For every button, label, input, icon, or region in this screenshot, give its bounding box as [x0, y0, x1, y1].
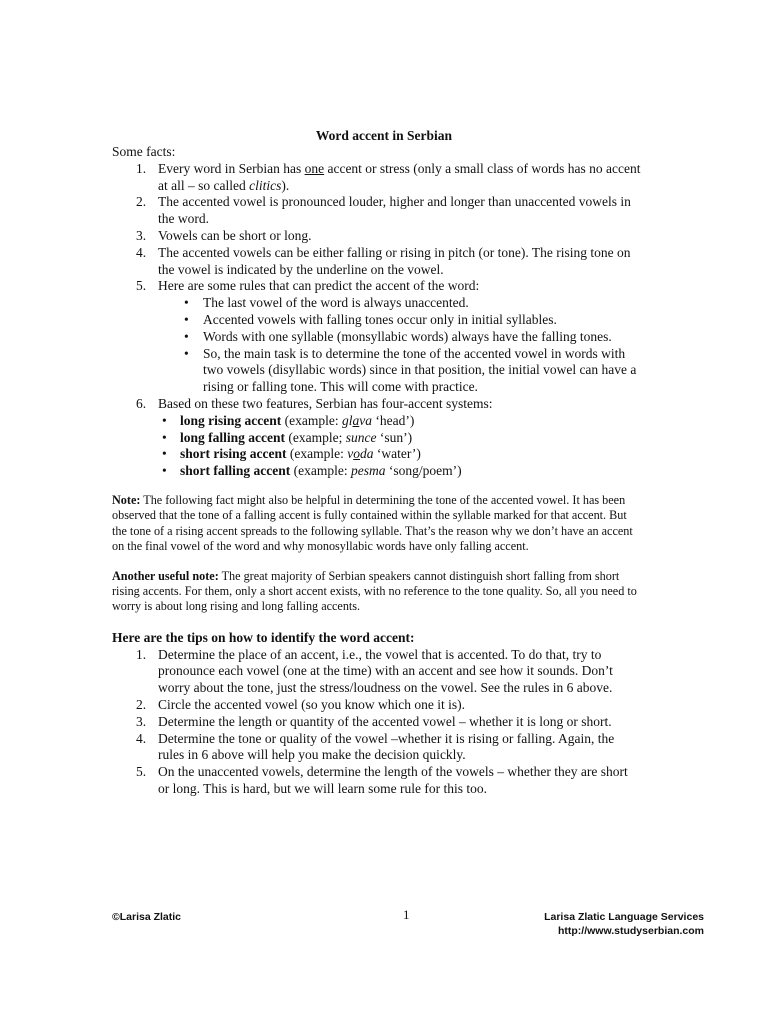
list-number: 5. [136, 764, 147, 780]
bullet-icon: • [162, 446, 167, 462]
list-number: 6. [136, 395, 147, 411]
bullet-icon: • [184, 311, 189, 327]
accent-item: • short falling accent (example: pesma ‘song/poem’) [162, 463, 462, 479]
tips-list [112, 647, 642, 798]
accents-list [112, 413, 642, 480]
list-number: 3. [136, 713, 147, 729]
bullet-icon: • [184, 295, 189, 311]
fact-item: 5. Here are some rules that can predict the accent of the word: [136, 278, 480, 294]
rule-item: • The last vowel of the word is always unaccented. [184, 295, 469, 311]
intro-text: Some facts: [112, 144, 176, 159]
list-number: 3. [136, 227, 147, 243]
rules-list [112, 295, 642, 396]
list-number: 2. [136, 194, 147, 210]
list-number: 2. [136, 696, 147, 712]
facts-list-continued [112, 396, 642, 413]
accent-name: short falling accent [180, 463, 291, 479]
document-body [112, 144, 642, 798]
facts-list [112, 161, 642, 295]
fact-item: 4. The accented vowels can be either falling or rising in pitch (or tone). The rising tone on the vowel is indicated by the underline on the vowel. [136, 244, 631, 277]
page-number: 1 [403, 907, 410, 922]
bullet-icon: • [184, 328, 189, 344]
rule-item: • So, the main task is to determine the tone of the accented vowel in words with two vowels (disyllabic words) since in that position, the initial vowel can have a rising or falling tone. This will come with practice. [184, 345, 637, 395]
list-number: 4. [136, 244, 147, 260]
tip-item: 1. Determine the place of an accent, i.e., the vowel that is accented. To do that, try to pronounce each vowel (one at the time) with an accent and see how it sounds. Don’t worry about the tone, just the stress/loudness on the vowel. See the rules in 6 above. [136, 646, 613, 696]
tip-item: 5. On the unaccented vowels, determine the length of the vowels – whether they are short or long. This is hard, but we will learn some rule for this too. [136, 764, 628, 796]
list-number: 5. [136, 278, 147, 294]
italic-term: clitics [249, 177, 282, 193]
website-link[interactable]: http://www.studyserbian.com [557, 925, 704, 937]
company-name: Larisa Zlatic Language Services [544, 911, 704, 923]
example-word: pesma [350, 463, 386, 479]
page-title: Word accent in Serbian [315, 128, 453, 143]
rule-item: • Words with one syllable (monsyllabic words) always have the falling tones. [184, 328, 612, 344]
tip-item: 4. Determine the tone or quality of the vowel –whether it is rising or falling. Again, the rules in 6 above will help you make the decision quickly. [136, 730, 615, 763]
note-label: Another useful note: [112, 568, 219, 583]
example-word: glava [341, 412, 372, 428]
accent-item: • long rising accent (example: glava ‘head’) [162, 412, 415, 428]
example-word: voda [347, 446, 374, 462]
fact-item: 3. Vowels can be short or long. [136, 227, 312, 243]
tip-item: 2. Circle the accented vowel (so you know which one it is). [136, 696, 466, 712]
fact-item: 1. Every word in Serbian has one accent or stress (only a small class of words has no accent at all – so called clitics). [136, 160, 641, 193]
accent-item: • long falling accent (example; sunce ‘sun’) [162, 429, 413, 445]
underlined-word: one [304, 160, 325, 176]
accent-item: • short rising accent (example: voda ‘water’) [162, 446, 421, 462]
bullet-icon: • [184, 345, 189, 361]
accent-name: long rising accent [180, 412, 282, 428]
copyright-text: ©Larisa Zlatic [112, 911, 182, 923]
list-number: 1. [136, 160, 147, 176]
footer-right [544, 910, 704, 938]
accent-name: short rising accent [180, 446, 287, 462]
rule-item: • Accented vowels with falling tones occur only in initial syllables. [184, 311, 557, 327]
accent-name: long falling accent [180, 429, 285, 445]
note-label: Note: [112, 492, 141, 507]
another-note-paragraph: Another useful note: The great majority of Serbian speakers cannot distinguish short falling from short rising accents. For them, only a short accent exists, with no reference to the tone quality. So, all you need to worry is about long rising and long falling accents. [112, 568, 637, 614]
list-number: 4. [136, 730, 147, 746]
fact-item: 6. Based on these two features, Serbian has four-accent systems: [136, 395, 493, 411]
tips-heading: Here are the tips on how to identify the word accent: [112, 629, 415, 645]
example-word: sunce [345, 429, 377, 445]
list-number: 1. [136, 646, 147, 662]
tip-item: 3. Determine the length or quantity of the accented vowel – whether it is long or short. [136, 713, 612, 729]
note-paragraph: Note: The following fact might also be helpful in determining the tone of the accented vowel. It has been observed that the tone of a falling accent is fully contained within the syllable marked for that accent. But the tone of a rising accent spreads to the following syllable. That’s the reason why we don’t have an accent on the final vowel of the word and why monosyllabic words have only falling accent. [112, 492, 633, 554]
fact-item: 2. The accented vowel is pronounced louder, higher and longer than unaccented vowels in the word. [136, 194, 631, 227]
bullet-icon: • [162, 412, 167, 428]
bullet-icon: • [162, 463, 167, 479]
bullet-icon: • [162, 429, 167, 445]
